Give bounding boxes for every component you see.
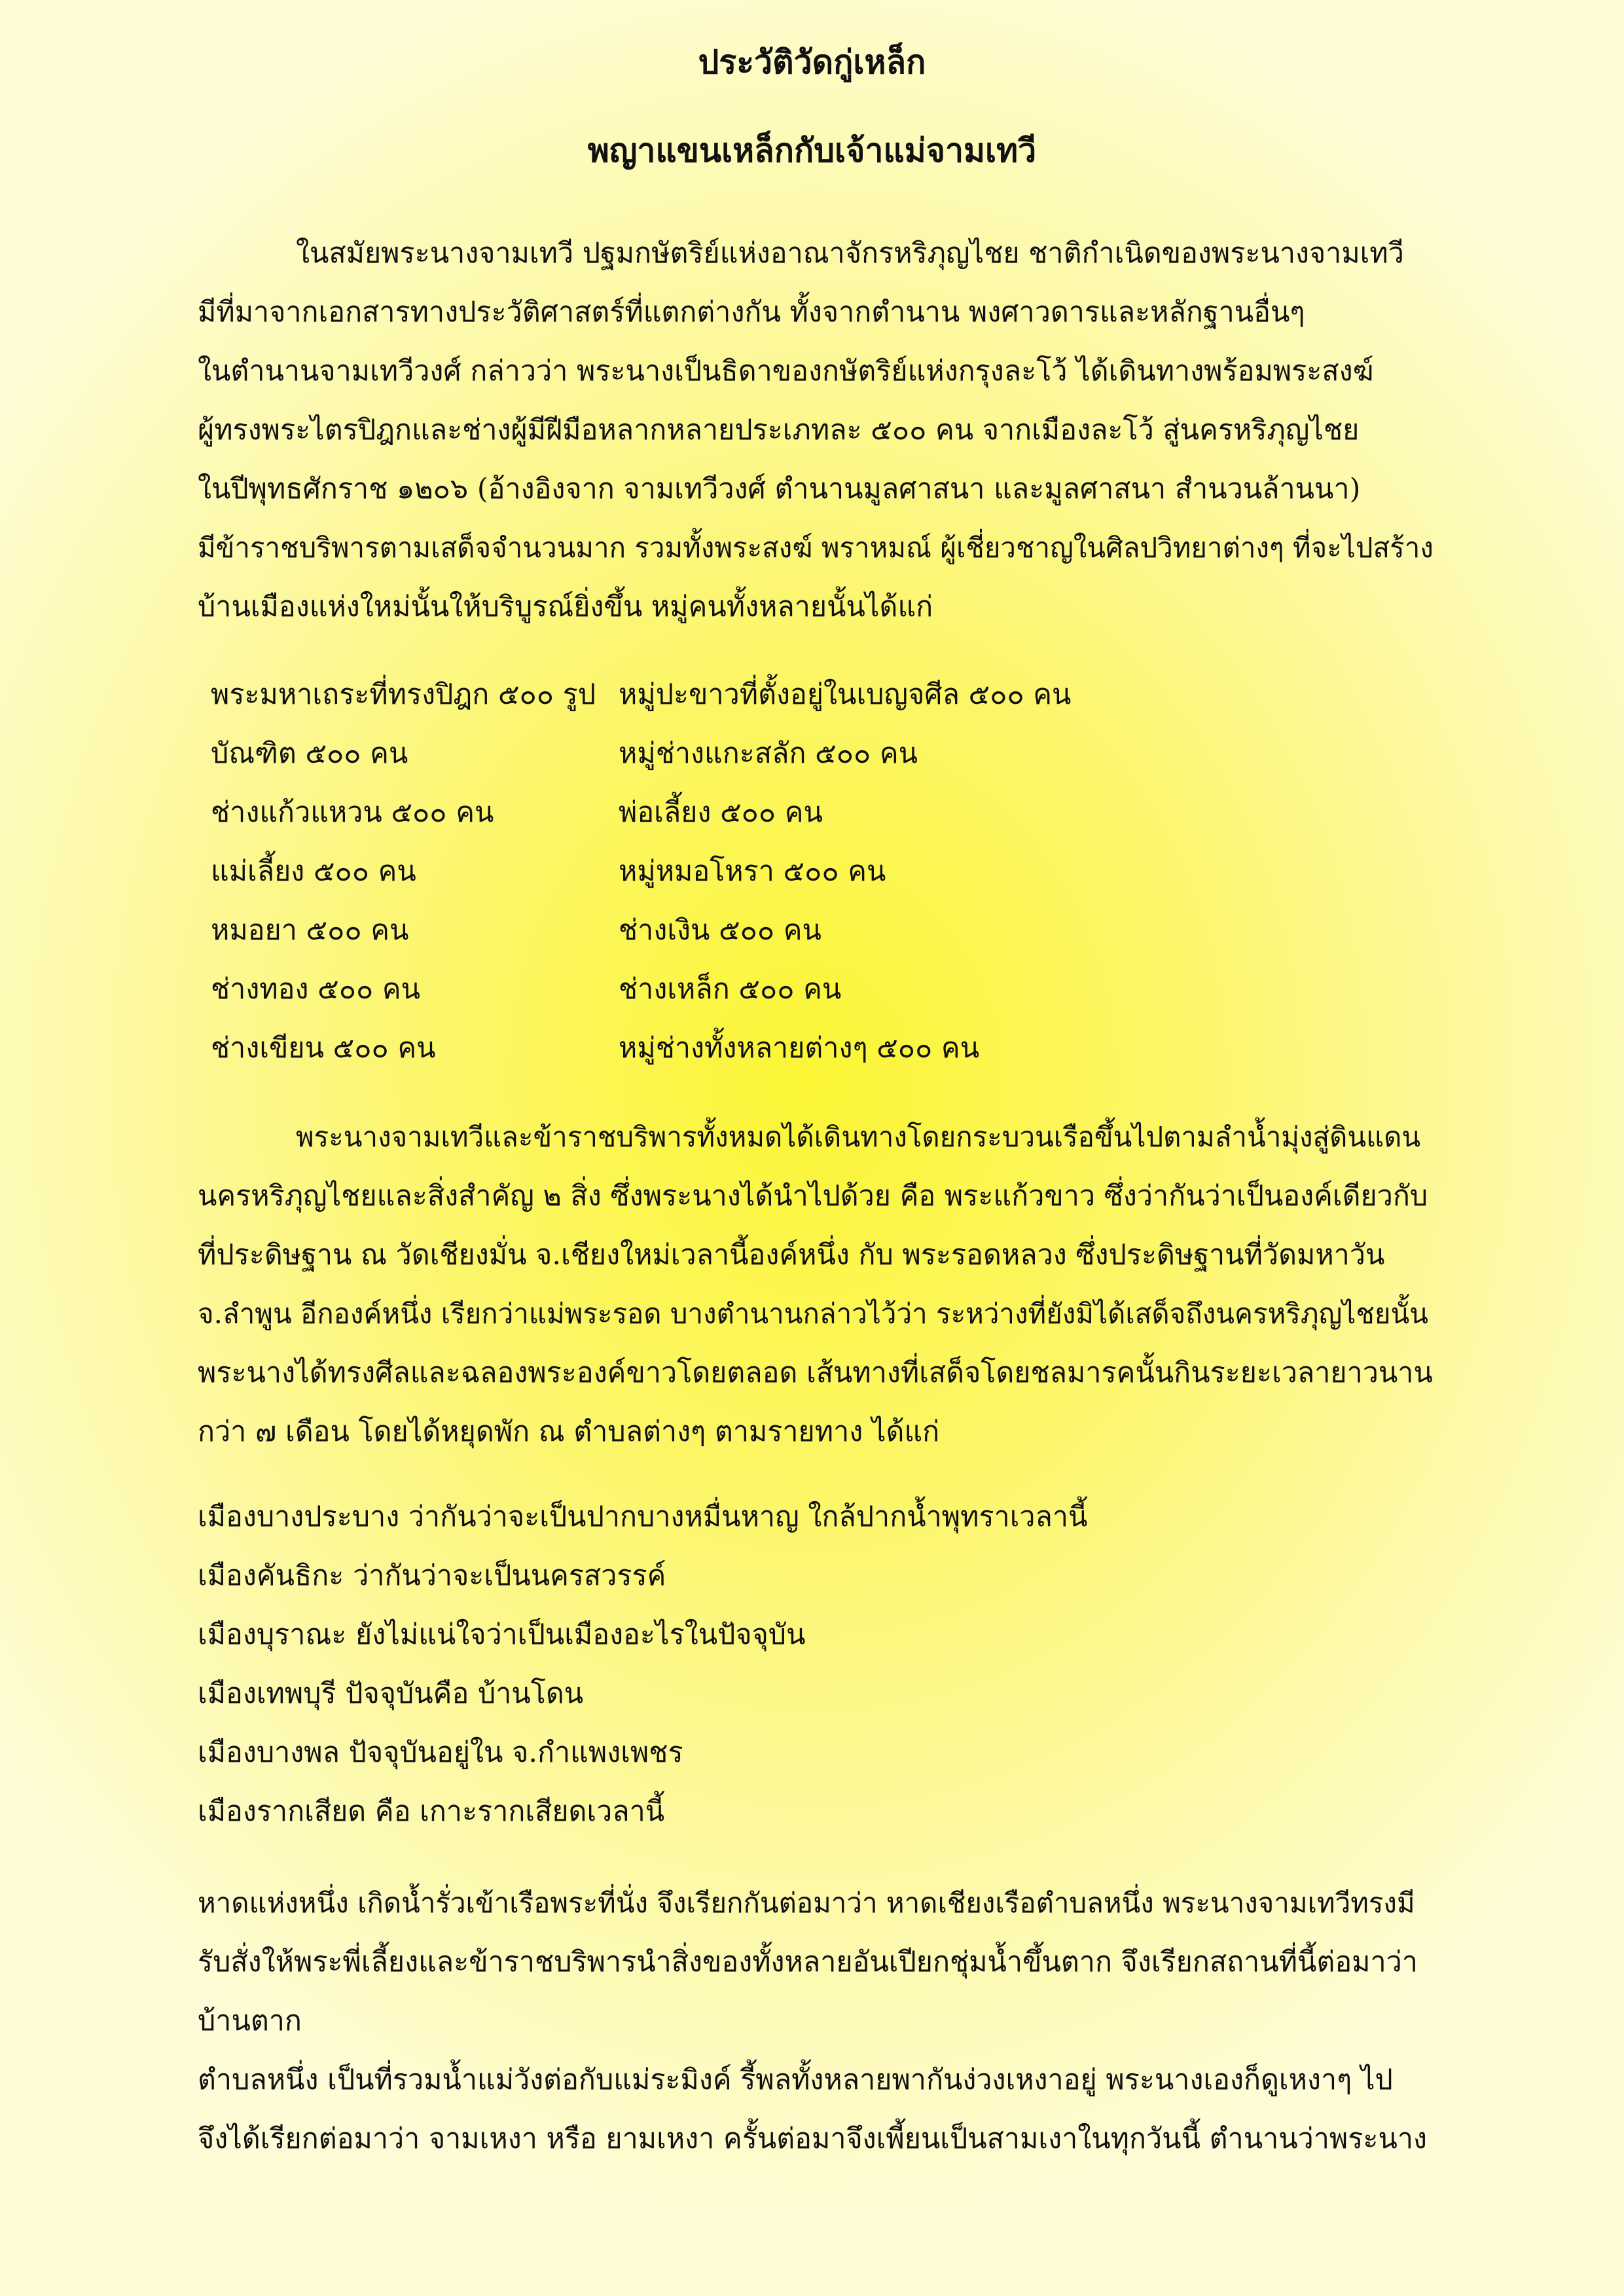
paragraph-3-line: รับสั่งให้พระพี่เลี้ยงและข้าราชบริพารนำสิ่งของทั้งหลายอันเปียกชุ่มน้ำขึ้นตาก จึงเรียกสถานที่นี้ต่อมาว่า xyxy=(198,1946,1418,1978)
city-item: เมืองเทพบุรี ปัจจุบันคือ บ้านโดน xyxy=(198,1677,584,1710)
group-item-right: พ่อเลี้ยง ๕๐๐ คน xyxy=(619,796,823,829)
city-item: เมืองรากเสียด คือ เกาะรากเสียดเวลานี้ xyxy=(198,1795,665,1828)
group-item-right: หมู่หมอโหรา ๕๐๐ คน xyxy=(619,855,886,888)
group-item-left: หมอยา ๕๐๐ คน xyxy=(211,914,409,947)
group-item-right: หมู่ช่างแกะสลัก ๕๐๐ คน xyxy=(619,737,918,770)
group-item-left: พระมหาเถระที่ทรงปิฎก ๕๐๐ รูป xyxy=(211,678,596,711)
group-item-left: บัณฑิต ๕๐๐ คน xyxy=(211,737,408,770)
paragraph-2-line: จ.ลำพูน อีกองค์หนึ่ง เรียกว่าแม่พระรอด บางตำนานกล่าวไว้ว่า ระหว่างที่ยังมิได้เสด็จถึงนครหริภุญไชยนั้น xyxy=(198,1298,1428,1330)
group-item-right: หมู่ปะขาวที่ตั้งอยู่ในเบญจศีล ๕๐๐ คน xyxy=(619,678,1072,711)
paragraph-1-line: ในสมัยพระนางจามเทวี ปฐมกษัตริย์แห่งอาณาจักรหริภุญไชย ชาติกำเนิดของพระนางจามเทวี xyxy=(296,237,1404,270)
paragraph-3-line: จึงได้เรียกต่อมาว่า จามเหงา หรือ ยามเหงา ครั้นต่อมาจึงเพี้ยนเป็นสามเงาในทุกวันนี้ ตำนานว่าพระนาง xyxy=(198,2123,1427,2155)
city-item: เมืองบางพล ปัจจุบันอยู่ใน จ.กำแพงเพชร xyxy=(198,1736,683,1769)
paragraph-1-line: บ้านเมืองแห่งใหม่นั้นให้บริบูรณ์ยิ่งขึ้น หมู่คนทั้งหลายนั้นได้แก่ xyxy=(198,591,933,623)
paragraph-1-line: มีที่มาจากเอกสารทางประวัติศาสตร์ที่แตกต่างกัน ทั้งจากตำนาน พงศาวดารและหลักฐานอื่นๆ xyxy=(198,296,1305,329)
paragraph-3-line: หาดแห่งหนึ่ง เกิดน้ำรั่วเข้าเรือพระที่นั่ง จึงเรียกกันต่อมาว่า หาดเชียงเรือตำบลหนึ่ง พระนางจามเทวีทรงมี xyxy=(198,1887,1415,1919)
city-item: เมืองบุราณะ ยังไม่แน่ใจว่าเป็นเมืองอะไรในปัจจุบัน xyxy=(198,1618,806,1651)
group-item-right: หมู่ช่างทั้งหลายต่างๆ ๕๐๐ คน xyxy=(619,1032,980,1065)
city-item: เมืองบางประบาง ว่ากันว่าจะเป็นปากบางหมื่นหาญ ใกล้ปากน้ำพุทราเวลานี้ xyxy=(198,1501,1088,1533)
paragraph-2-line: นครหริภุญไชยและสิ่งสำคัญ ๒ สิ่ง ซึ่งพระนางได้นำไปด้วย คือ พระแก้วขาว ซึ่งว่ากันว่าเป็นองค์เดียวกับ xyxy=(198,1180,1428,1212)
paragraph-2-line: ที่ประดิษฐาน ณ วัดเชียงมั่น จ.เชียงใหม่เวลานี้องค์หนึ่ง กับ พระรอดหลวง ซึ่งประดิษฐานที่วัดมหาวัน xyxy=(198,1239,1385,1271)
city-item: เมืองคันธิกะ ว่ากันว่าจะเป็นนครสวรรค์ xyxy=(198,1559,666,1592)
group-item-left: ช่างแก้วแหวน ๕๐๐ คน xyxy=(211,796,494,829)
paragraph-2-line: กว่า ๗ เดือน โดยได้หยุดพัก ณ ตำบลต่างๆ ตามรายทาง ได้แก่ xyxy=(198,1415,940,1448)
paragraph-2-line: พระนางจามเทวีและข้าราชบริพารทั้งหมดได้เดินทางโดยกระบวนเรือขึ้นไปตามลำน้ำมุ่งสู่ดินแดน xyxy=(296,1121,1421,1153)
paragraph-3-line: บ้านตาก xyxy=(198,2005,302,2037)
document-title: ประวัติวัดกู่เหล็ก xyxy=(698,43,926,81)
paragraph-1-line: ในปีพุทธศักราช ๑๒๐๖ (อ้างอิงจาก จามเทวีวงศ์ ตำนานมูลศาสนา และมูลศาสนา สำนวนล้านนา) xyxy=(198,473,1361,505)
paragraph-1-line: ผู้ทรงพระไตรปิฎกและช่างผู้มีฝีมือหลากหลายประเภทละ ๕๐๐ คน จากเมืองละโว้ สู่นครหริภุญไชย xyxy=(198,414,1360,446)
document-subtitle: พญาแขนเหล็กกับเจ้าแม่จามเทวี xyxy=(587,131,1037,170)
group-item-left: ช่างทอง ๕๐๐ คน xyxy=(211,973,421,1006)
group-item-right: ช่างเหล็ก ๕๐๐ คน xyxy=(619,973,842,1006)
paragraph-1-line: มีข้าราชบริพารตามเสด็จจำนวนมาก รวมทั้งพระสงฆ์ พราหมณ์ ผู้เชี่ยวชาญในศิลปวิทยาต่างๆ ที่จะไปสร้าง xyxy=(198,532,1434,564)
group-item-left: แม่เลี้ยง ๕๐๐ คน xyxy=(211,855,416,888)
paragraph-1-line: ในตำนานจามเทวีวงศ์ กล่าวว่า พระนางเป็นธิดาของกษัตริย์แห่งกรุงละโว้ ได้เดินทางพร้อมพระสงฆ์ xyxy=(198,355,1374,388)
paragraph-3-line: ตำบลหนึ่ง เป็นที่รวมน้ำแม่วังต่อกับแม่ระมิงค์ รี้พลทั้งหลายพากันง่วงเหงาอยู่ พระนางเองก็ดูเหงาๆ ไป xyxy=(198,2064,1393,2096)
group-item-left: ช่างเขียน ๕๐๐ คน xyxy=(211,1032,436,1065)
group-item-right: ช่างเงิน ๕๐๐ คน xyxy=(619,914,821,947)
paragraph-2-line: พระนางได้ทรงศีลและฉลองพระองค์ขาวโดยตลอด เส้นทางที่เสด็จโดยชลมารคนั้นกินระยะเวลายาวนาน xyxy=(198,1357,1433,1389)
